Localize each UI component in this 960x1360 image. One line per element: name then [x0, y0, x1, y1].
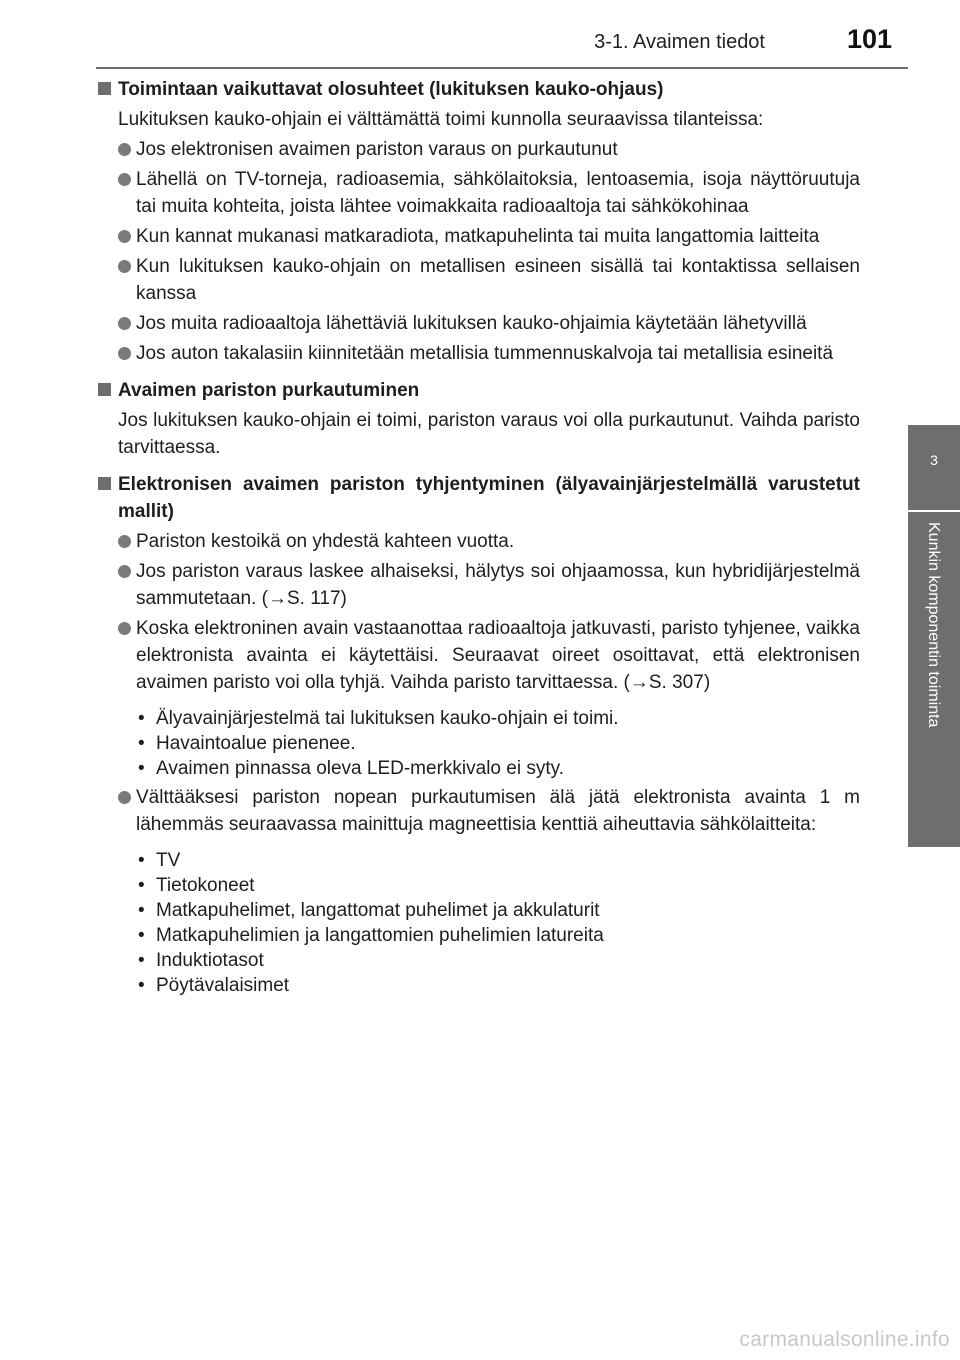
list-item: • Avaimen pinnassa oleva LED-merkkivalo ei syty. [138, 758, 564, 779]
circle-bullet-icon [118, 622, 131, 635]
list-item: Koska elektroninen avain vastaanottaa radioaaltoja jatkuvasti, paristo tyhjenee, vaikka elektronista avainta ei käytettäisi. Seuraavat oireet osoittavat, että elektronisen avaimen paristo voi olla tyhjä. Vaihda paristo tarvittaessa. (→S. 307) [96, 615, 860, 696]
list-item: Jos elektronisen avaimen pariston varaus on purkautunut [96, 136, 860, 163]
circle-bullet-icon [118, 173, 131, 186]
section-title: Elektronisen avaimen pariston tyhjentyminen (älyavainjärjestelmällä varustetut mallit) [96, 471, 860, 525]
device-list [96, 848, 860, 998]
header-divider [96, 67, 908, 69]
list-item: Kun kannat mukanasi matkaradiota, matkapuhelinta tai muita langattomia laitteita [96, 223, 860, 250]
list-item: Jos auton takalasiin kiinnitetään metallisia tummennuskalvoja tai metallisia esineitä [96, 340, 860, 367]
circle-bullet-icon [118, 347, 131, 360]
circle-bullet-icon [118, 260, 131, 273]
circle-bullet-icon [118, 535, 131, 548]
list-item: • TV [138, 850, 181, 871]
list-item: • Pöytävalaisimet [138, 975, 290, 996]
chapter-side-tab [908, 512, 960, 847]
chapter-title: Kunkin komponentin toiminta [925, 522, 942, 728]
circle-bullet-icon [118, 230, 131, 243]
watermark: carmanualsonline.info [739, 1328, 950, 1351]
symptom-list [96, 706, 860, 781]
list-item: Lähellä on TV-torneja, radioasemia, sähkölaitoksia, lentoasemia, isoja näyttöruutuja tai muita kohteita, joista lähtee voimakkaita radioaaltoja tai sähkökohinaa [96, 166, 860, 220]
page-content [96, 76, 860, 998]
section-heading: 3-1. Avaimen tiedot [594, 31, 765, 53]
circle-bullet-icon [118, 565, 131, 578]
square-bullet-icon [98, 383, 111, 396]
section-intro: Lukituksen kauko-ohjain ei välttämättä toimi kunnolla seuraavissa tilanteissa: [118, 109, 764, 130]
circle-bullet-icon [118, 317, 131, 330]
list-item: Välttääksesi pariston nopean purkautumisen älä jätä elektronista avainta 1 m lähemmäs seuraavassa mainittuja magneettisia kenttiä aiheuttavia sähkölaitteita: [96, 784, 860, 838]
page-number: 101 [846, 24, 892, 54]
section-title: Toimintaan vaikuttavat olosuhteet (lukituksen kauko-ohjaus) [96, 76, 860, 103]
page-header [0, 18, 960, 68]
list-item: Kun lukituksen kauko-ohjain on metallisen esineen sisällä tai kontaktissa sellaisen kanssa [96, 253, 860, 307]
square-bullet-icon [98, 82, 111, 95]
list-item: Pariston kestoikä on yhdestä kahteen vuotta. [96, 528, 860, 555]
list-item: • Induktiotasot [138, 950, 264, 971]
chapter-tab: 3 [908, 425, 960, 510]
list-item: Jos muita radioaaltoja lähettäviä lukituksen kauko-ohjaimia käytetään lähetyvillä [96, 310, 860, 337]
list-item: • Havaintoalue pienenee. [138, 733, 356, 754]
list-item: • Matkapuhelimet, langattomat puhelimet ja akkulaturit [138, 900, 600, 921]
circle-bullet-icon [118, 143, 131, 156]
square-bullet-icon [98, 477, 111, 490]
list-item: • Matkapuhelimien ja langattomien puhelimien latureita [138, 925, 604, 946]
section-intro: Jos lukituksen kauko-ohjain ei toimi, pariston varaus voi olla purkautunut. Vaihda paristo tarvittaessa. [118, 410, 860, 458]
list-item: • Älyavainjärjestelmä tai lukituksen kauko-ohjain ei toimi. [138, 708, 619, 729]
list-item: Jos pariston varaus laskee alhaiseksi, hälytys soi ohjaamossa, kun hybridijärjestelmä sammutetaan. (→S. 117) [96, 558, 860, 612]
list-item: • Tietokoneet [138, 875, 255, 896]
circle-bullet-icon [118, 791, 131, 804]
section-title: Avaimen pariston purkautuminen [96, 377, 860, 404]
